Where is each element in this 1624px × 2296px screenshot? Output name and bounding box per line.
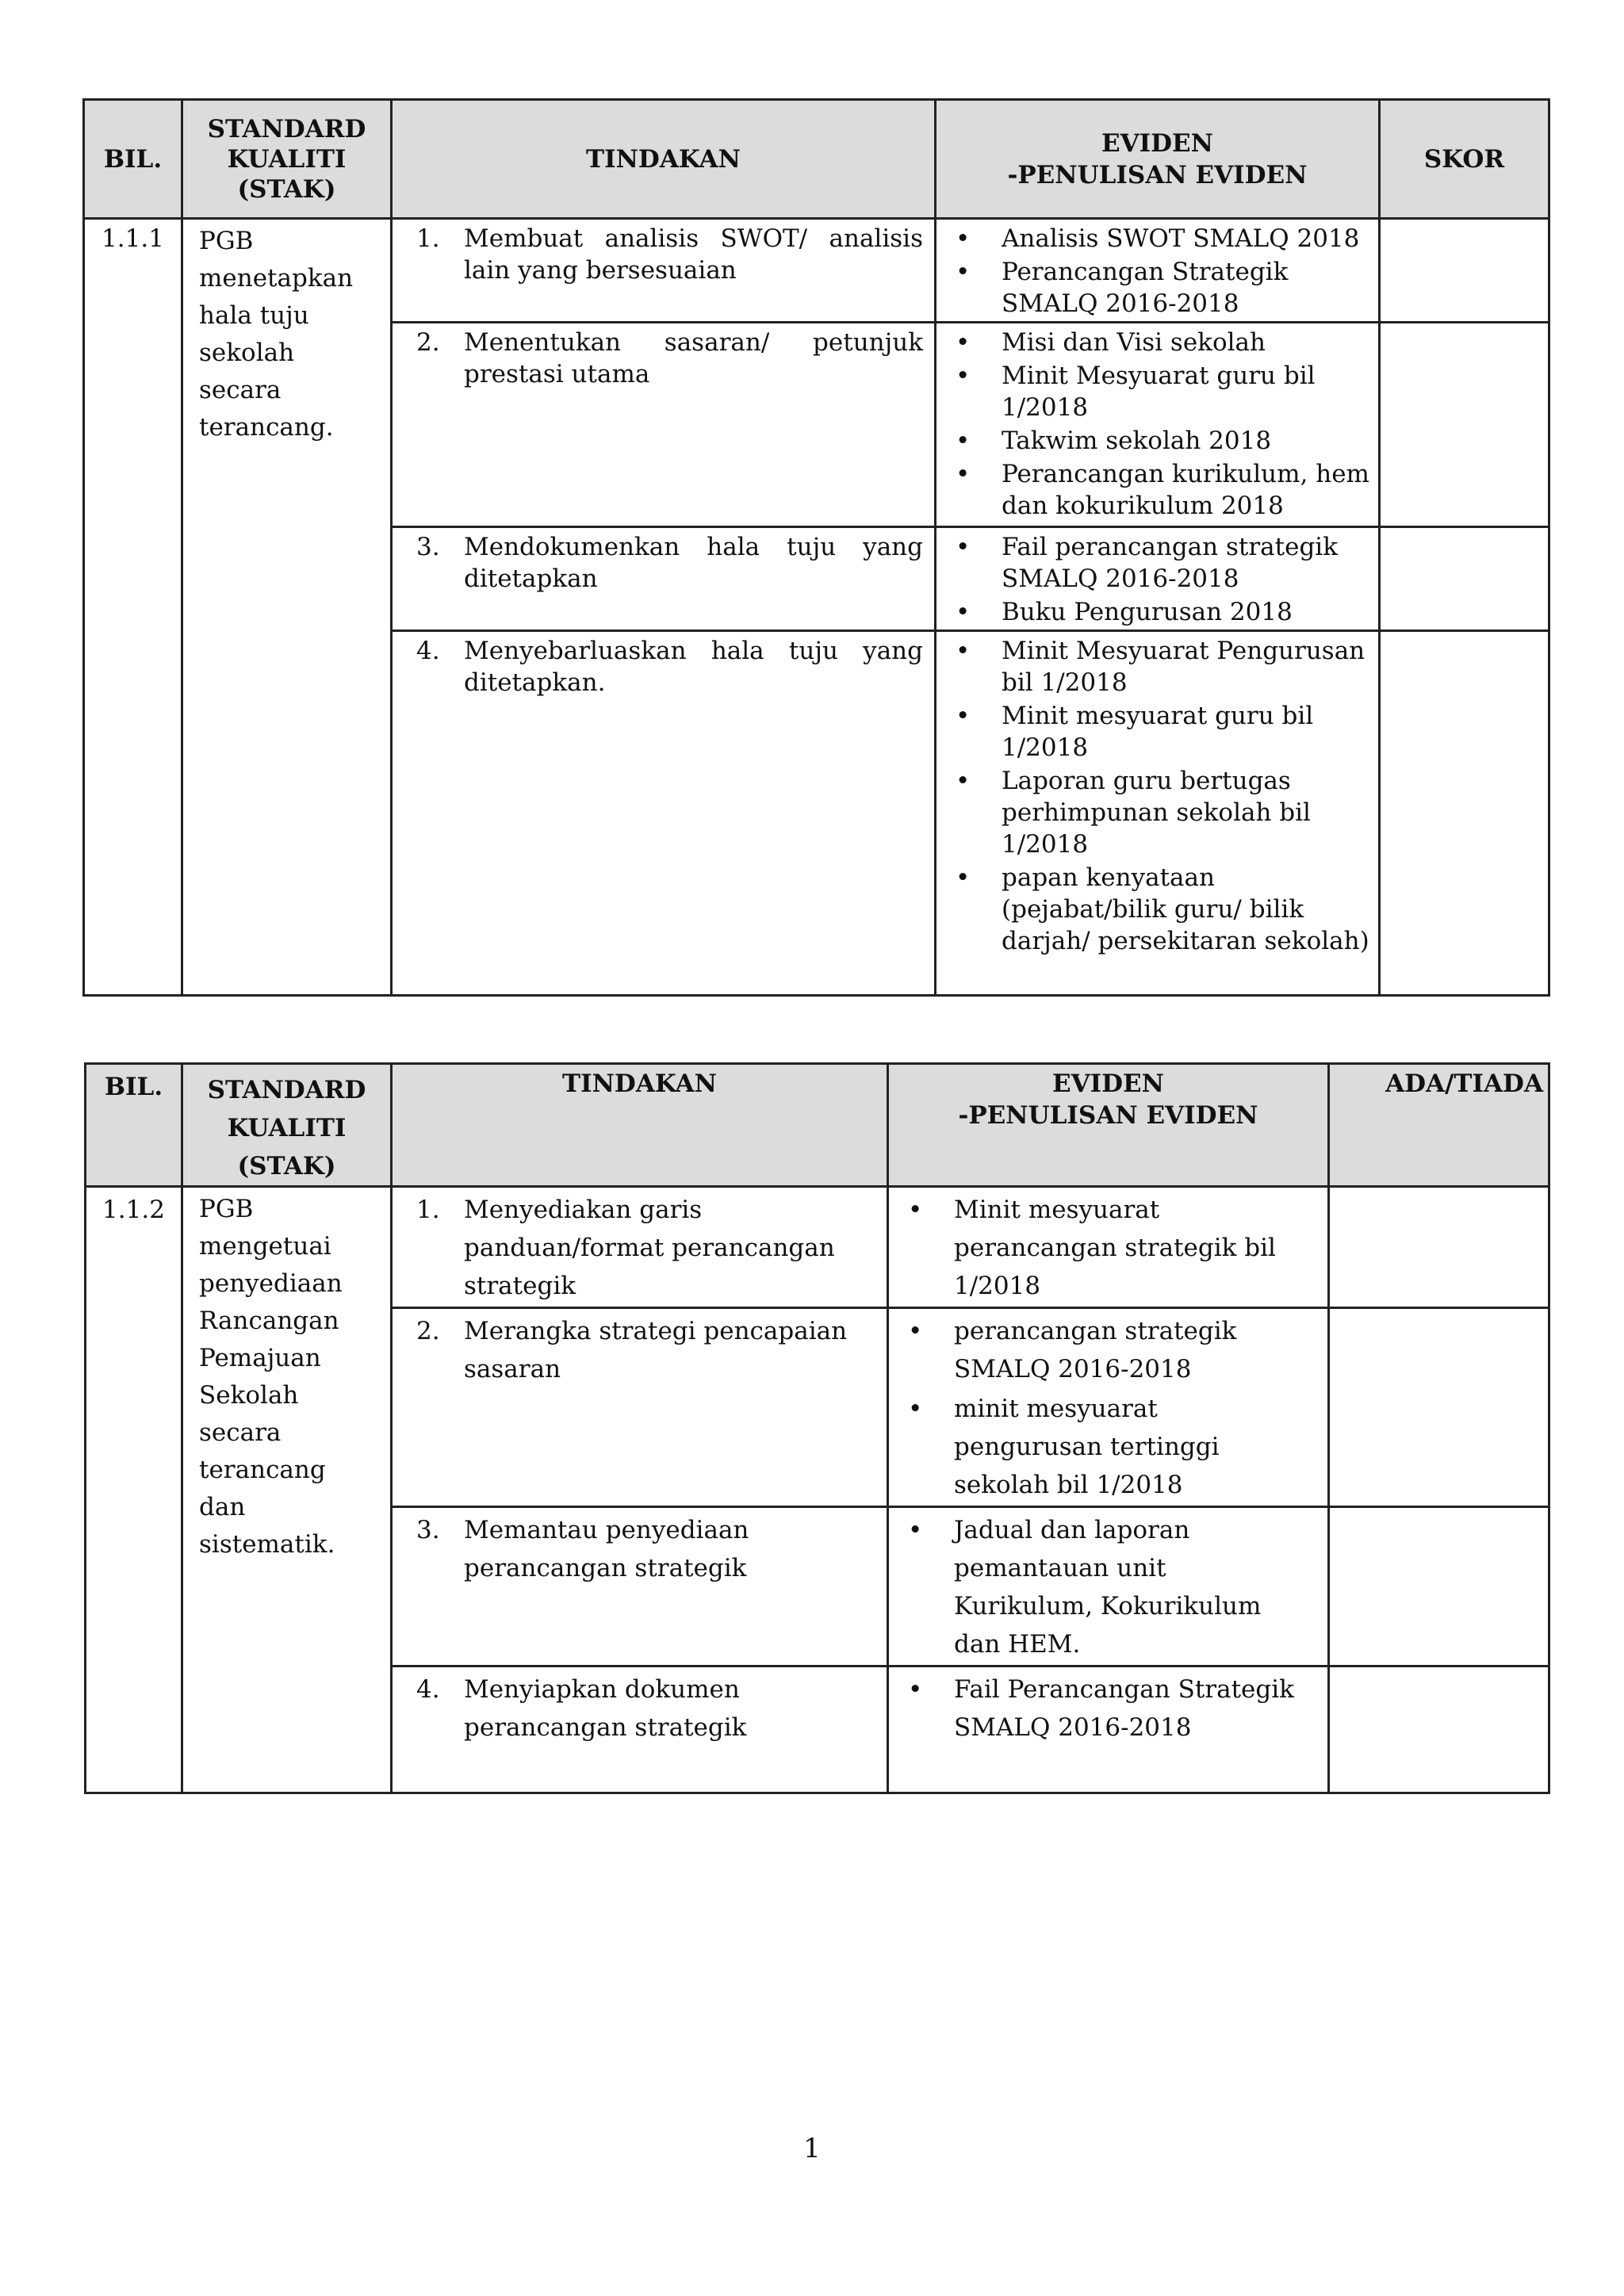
table-row [84,219,1549,323]
evidence-item: • minit mesyuarat pengurusan tertinggi sekolah bil 1/2018 [889,1390,1312,1504]
standard-cell: PGB mengetuai penyediaan Rancangan Pemajuan Sekolah secara terancang dan sistematik. [182,1187,392,1793]
header-ada-tiada: ADA/TIADA [1329,1064,1549,1187]
header-bil: BIL. [86,1064,182,1187]
action-cell [392,1187,888,1308]
evidence-item: • Analisis SWOT SMALQ 2018 [936,223,1375,254]
action-number: 2. [416,328,440,357]
header-standard-line3: (STAK) [237,174,336,204]
action-text: Menyediakan garis panduan/format perancangan strategik [464,1196,835,1300]
bil-cell: 1.1.2 [86,1187,182,1793]
header-eviden [936,100,1380,219]
header-standard-line2: KUALITI [227,1114,347,1142]
header-eviden-line1: EVIDEN [1101,128,1214,158]
evidence-item: • Perancangan kurikulum, hem dan kokurikulum 2018 [936,458,1375,522]
action-cell [392,631,936,996]
action-cell [392,1667,888,1793]
action-number: 2. [416,1317,440,1345]
action-number: 1. [416,1196,440,1224]
action-text: Memantau penyediaan perancangan strategik [464,1516,749,1582]
evidence-item: • Jadual dan laporan pemantauan unit Kurikulum, Kokurikulum dan HEM. [889,1511,1312,1663]
evidence-cell [888,1308,1329,1507]
action-cell [392,527,936,631]
evidence-item: • Minit mesyuarat guru bil 1/2018 [936,700,1375,763]
evidence-cell [888,1667,1329,1793]
action-text: Merangka strategi pencapaian sasaran [464,1317,848,1383]
header-eviden [888,1064,1329,1187]
action-number: 3. [416,1516,440,1544]
action-text: Menentukan sasaran/ petunjuk prestasi utama [464,328,923,388]
header-tindakan: TINDAKAN [392,100,936,219]
ada-tiada-cell [1329,1187,1549,1308]
action-cell [392,323,936,527]
evidence-item: • Fail Perancangan Strategik SMALQ 2016-2018 [889,1670,1312,1747]
action-cell [392,1507,888,1667]
evidence-item: • Takwim sekolah 2018 [936,425,1375,457]
bil-cell: 1.1.1 [84,219,182,996]
evidence-cell [888,1507,1329,1667]
evidence-item: • papan kenyataan (pejabat/bilik guru/ bilik darjah/ persekitaran sekolah) [936,862,1375,957]
evidence-cell [936,527,1380,631]
skor-cell [1380,631,1549,996]
evidence-cell [888,1187,1329,1308]
standard-table-1-1-1 [82,98,1550,997]
header-eviden-line2: -PENULISAN EVIDEN [958,1101,1258,1130]
action-text: Membuat analisis SWOT/ analisis lain yang bersesuaian [464,224,923,285]
header-standard-line1: STANDARD [207,114,366,144]
action-number: 1. [416,224,440,253]
evidence-item: • Buku Pengurusan 2018 [936,596,1375,628]
ada-tiada-cell [1329,1507,1549,1667]
evidence-item: • Laporan guru bertugas perhimpunan sekolah bil 1/2018 [936,765,1375,860]
skor-cell [1380,527,1549,631]
action-cell [392,219,936,323]
action-number: 4. [416,637,440,665]
evidence-item: • Perancangan Strategik SMALQ 2016-2018 [936,256,1375,320]
action-text: Menyiapkan dokumen perancangan strategik [464,1675,747,1742]
evidence-item: • Minit Mesyuarat Pengurusan bil 1/2018 [936,635,1375,698]
header-eviden-line2: -PENULISAN EVIDEN [1007,160,1308,189]
action-text: Mendokumenkan hala tuju yang ditetapkan [464,533,923,593]
header-standard-line2: KUALITI [227,144,347,174]
evidence-item: • perancangan strategik SMALQ 2016-2018 [889,1312,1312,1388]
evidence-item: • Minit Mesyuarat guru bil 1/2018 [936,360,1375,423]
skor-cell [1380,219,1549,323]
evidence-cell [936,219,1380,323]
action-number: 4. [416,1675,440,1704]
evidence-item: • Fail perancangan strategik SMALQ 2016-2018 [936,531,1375,595]
header-skor: SKOR [1380,100,1549,219]
header-standard-kualiti [182,100,392,219]
header-standard-line3: (STAK) [237,1152,336,1181]
action-cell [392,1308,888,1507]
evidence-cell [936,323,1380,527]
header-bil: BIL. [84,100,182,219]
ada-tiada-cell [1329,1308,1549,1507]
skor-cell [1380,323,1549,527]
header-standard-line1: STANDARD [207,1076,366,1104]
action-number: 3. [416,533,440,561]
table-row [86,1187,1549,1308]
evidence-item: • Misi dan Visi sekolah [936,327,1375,358]
page-number: 1 [803,2133,821,2164]
header-eviden-line1: EVIDEN [1051,1070,1165,1098]
ada-tiada-cell [1329,1667,1549,1793]
header-standard-kualiti [182,1064,392,1187]
standard-table-1-1-2 [84,1062,1550,1794]
evidence-cell [936,631,1380,996]
standard-cell: PGB menetapkan hala tuju sekolah secara terancang. [182,219,392,996]
evidence-item: • Minit mesyuarat perancangan strategik bil 1/2018 [889,1191,1312,1305]
header-tindakan: TINDAKAN [392,1064,888,1187]
action-text: Menyebarluaskan hala tuju yang ditetapkan. [464,637,923,697]
